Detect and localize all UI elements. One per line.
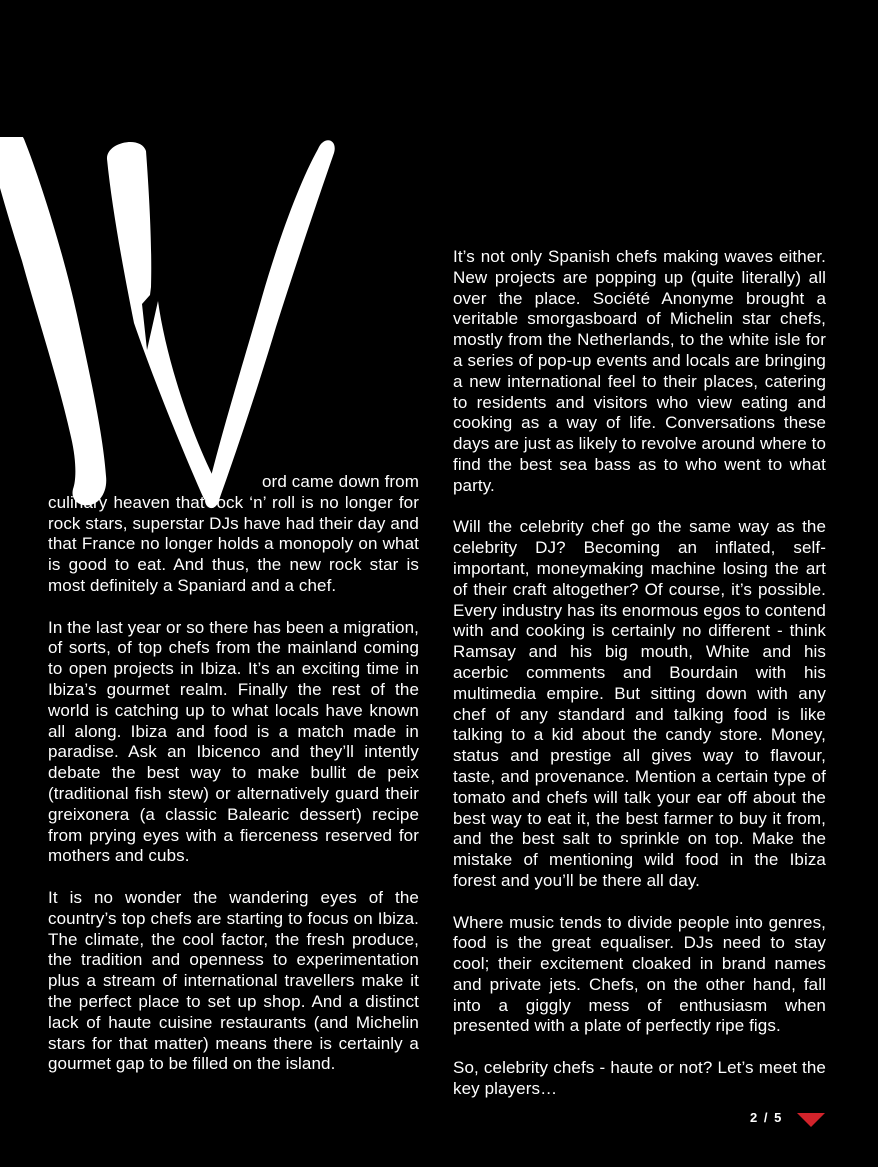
dropcap-w bbox=[0, 137, 345, 509]
next-page-triangle-icon[interactable] bbox=[797, 1113, 825, 1127]
body-paragraph: Will the celebrity chef go the same way as the celebrity DJ? Becoming an inflated, self-important, moneymaking machine losing the art of their craft altogether? Of course, it’s possible. Every industry has its enormous egos to contend with and cooking is certainly no different - think Ramsay and his big mouth, White and his acerbic comments and Bourdain with his multimedia empire. But sitting down with any chef of any standard and talking food is like talking to a kid about the candy store. Money, status and prestige all gives way to flavour, taste, and provenance. Mention a certain type of tomato and chefs will talk your ear off about the best way to eat it, the best farmer to buy it from, and the best salt to sprinkle on top. Make the mistake of mentioning wild food in the Ibiza forest and you’ll be there all day. bbox=[453, 517, 826, 890]
body-paragraph: Where music tends to divide people into genres, food is the great equaliser. DJs need to stay cool; their excitement cloaked in brand names and private jets. Chefs, on the other hand, fall into a giggly mess of enthusiasm when presented with a plate of perfectly ripe figs. bbox=[453, 912, 826, 1036]
right-column bbox=[453, 247, 826, 1100]
left-column bbox=[48, 472, 419, 1075]
body-paragraph: So, celebrity chefs - haute or not? Let’s meet the key players… bbox=[453, 1058, 826, 1098]
body-paragraph: It’s not only Spanish chefs making waves either. New projects are popping up (quite literally) all over the place. Société Anonyme brought a veritable smorgasboard of Michelin star chefs, mostly from the Netherlands, to the white isle for a series of pop-up events and locals are bringing a new international feel to their places, catering to residents and visitors who view eating and cooking as a way of life. Conversations these days are just as likely to revolve around where to find the best sea bass as to who went to what party. bbox=[453, 247, 826, 495]
page-indicator: 2 / 5 bbox=[750, 1110, 783, 1125]
body-paragraph: ord came down from culinary heaven that rock ‘n’ roll is no longer for rock stars, superstar DJs have had their day and that France no longer holds a monopoly on what is good to eat. And thus, the new rock star is most definitely a Spaniard and a chef. bbox=[48, 472, 419, 595]
body-paragraph: It is no wonder the wandering eyes of the country’s top chefs are starting to focus on Ibiza. The climate, the cool factor, the fresh produce, the tradition and openness to experimentation plus a stream of international travellers make it the perfect place to set up shop. And a distinct lack of haute cuisine restaurants (and Michelin stars for that matter) means there is certainly a gourmet gap to be filled on the island. bbox=[48, 887, 419, 1074]
body-paragraph: In the last year or so there has been a migration, of sorts, of top chefs from the mainland coming to open projects in Ibiza. It’s an exciting time in Ibiza’s gourmet realm. Finally the rest of the world is catching up to what locals have known all along. Ibiza and food is a match made in paradise. Ask an Ibicenco and they’ll intently debate the best way to make bullit de peix (traditional fish stew) or alternatively guard their greixonera (a classic Balearic dessert) recipe from prying eyes with a fierceness reserved for mothers and cubs. bbox=[48, 617, 419, 866]
